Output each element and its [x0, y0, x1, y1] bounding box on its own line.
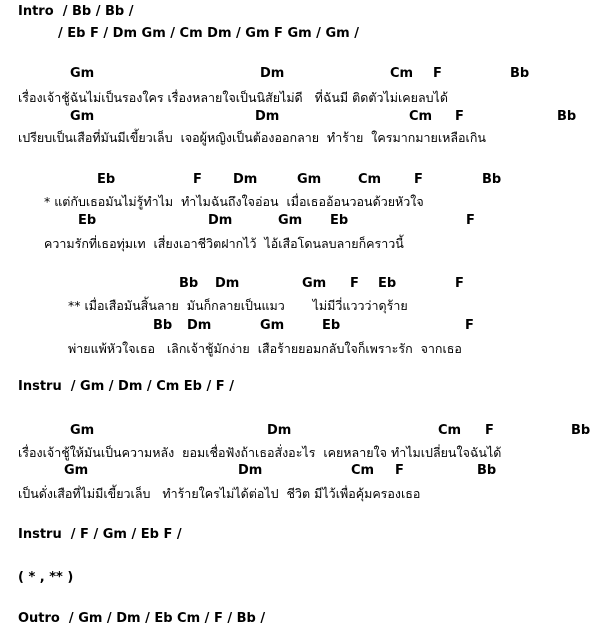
lyric-line: เป็นดั่งเสือที่ไม่มีเขี้ยวเล็บ ทำร้ายใครไม่ได้ต่อไป ชีวิต มีไว้เพื่อคุ้มครองเธอ: [18, 486, 421, 501]
chord: Bb: [477, 463, 497, 478]
chord: Bb: [482, 172, 502, 187]
chord: Cm: [351, 463, 375, 478]
intro-label: Intro / Bb / Bb /: [18, 4, 134, 19]
chord: Dm: [208, 213, 233, 228]
chord: Cm: [358, 172, 382, 187]
chord: Gm: [260, 318, 285, 333]
chord: F: [465, 318, 474, 333]
intro-chords: / Eb F / Dm Gm / Cm Dm / Gm F Gm / Gm /: [58, 26, 359, 41]
chord: Bb: [571, 423, 591, 438]
chord: F: [414, 172, 423, 187]
chord: F: [433, 66, 442, 81]
chord: Dm: [215, 276, 240, 291]
chord: Bb: [510, 66, 530, 81]
instrumental-1: Instru / Gm / Dm / Cm Eb / F /: [18, 379, 234, 394]
chord: Cm: [390, 66, 414, 81]
chord: Dm: [187, 318, 212, 333]
lyric-line: เรื่องเจ้าชู้ให้มันเป็นความหลัง ยอมเชื่อฟังถ้าเธอสั่งอะไร เคยหลายใจ ทำไมเปลี่ยนใจฉันได้: [18, 445, 502, 460]
chord: Gm: [297, 172, 322, 187]
chord: Cm: [438, 423, 462, 438]
chord: F: [193, 172, 202, 187]
chord: Dm: [260, 66, 285, 81]
lyric-line: * แต่กับเธอมันไม่รู้ทำไม ทำไมฉันถึงใจอ่อน เมื่อเธออ้อนวอนด้วยหัวใจ: [44, 194, 424, 209]
outro-label: Outro / Gm / Dm / Eb Cm / F / Bb /: [18, 611, 266, 626]
chord: Gm: [70, 423, 95, 438]
lyric-line: พ่ายแพ้หัวใจเธอ เลิกเจ้าชู้มักง่าย เสือร้ายยอมกลับใจก็เพราะรัก จากเธอ: [68, 341, 462, 356]
chord: Eb: [322, 318, 341, 333]
chord: Gm: [64, 463, 89, 478]
chord: F: [455, 276, 464, 291]
chord: Gm: [302, 276, 327, 291]
lyric-line: เปรียบเป็นเสือที่มันมีเขี้ยวเล็บ เจอผู้หญิงเป็นต้องออกลาย ทำร้าย ใครมากมายเหลือเกิน: [18, 130, 486, 145]
chord: Bb: [557, 109, 577, 124]
chord: F: [466, 213, 475, 228]
repeat-marker: ( * , ** ): [18, 570, 74, 585]
lyric-line: ความรักที่เธอทุ่มเท เสี่ยงเอาชีวิตฝากไว้ ไอ้เสือโดนลบลายก็คราวนี้: [44, 236, 404, 251]
chord: Bb: [153, 318, 173, 333]
chord: Dm: [267, 423, 292, 438]
chord: F: [350, 276, 359, 291]
chord: F: [395, 463, 404, 478]
chord: Dm: [233, 172, 258, 187]
instrumental-2: Instru / F / Gm / Eb F /: [18, 527, 182, 542]
chord: F: [455, 109, 464, 124]
chord: Gm: [70, 109, 95, 124]
chord: Bb: [179, 276, 199, 291]
chord: Gm: [278, 213, 303, 228]
chord: Dm: [255, 109, 280, 124]
chord: Gm: [70, 66, 95, 81]
lyric-line: ** เมื่อเสือมันสิ้นลาย มันก็กลายเป็นแมว ไม่มีวี่แววว่าดุร้าย: [68, 298, 408, 313]
chord: Dm: [238, 463, 263, 478]
chord: Eb: [97, 172, 116, 187]
chord: Eb: [378, 276, 397, 291]
chord: F: [485, 423, 494, 438]
lyric-line: เรื่องเจ้าชู้ฉันไม่เป็นรองใคร เรื่องหลายใจเป็นนิสัยไม่ดี ที่ฉันมี ติดตัวไม่เคยลบได้: [18, 90, 448, 105]
chord: Eb: [78, 213, 97, 228]
chord: Cm: [409, 109, 433, 124]
chord: Eb: [330, 213, 349, 228]
